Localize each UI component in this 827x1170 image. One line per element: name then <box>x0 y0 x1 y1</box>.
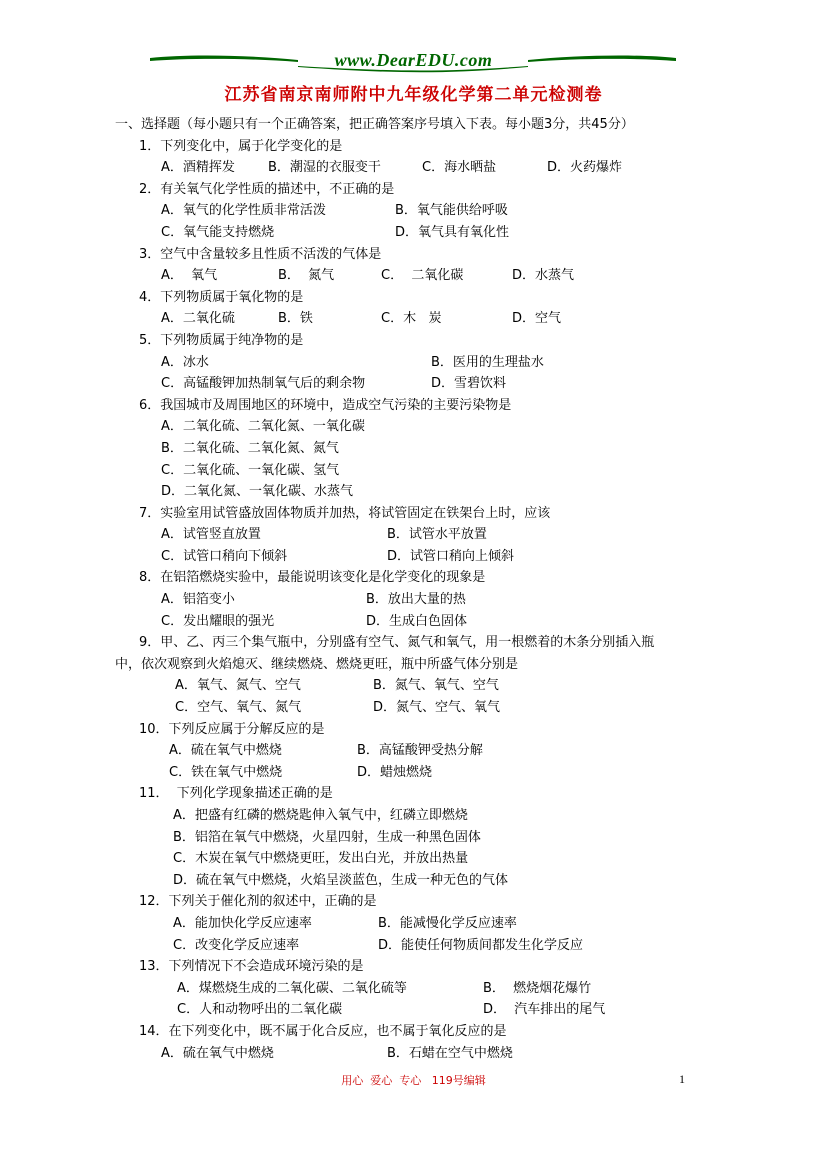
question-stem: 6．我国城市及周围地区的环境中，造成空气污染的主要污染物是 <box>139 397 512 413</box>
site-url[interactable]: www.DearEDU.com <box>334 50 493 70</box>
option-row <box>115 675 715 697</box>
option: A．氧气的化学性质非常活泼 <box>161 203 326 219</box>
question-stem: 2．有关氧气化学性质的描述中，不正确的是 <box>139 181 395 197</box>
option: D．硫在氧气中燃烧，火焰呈淡蓝色，生成一种无色的气体 <box>173 872 509 888</box>
question-stem: 3．空气中含量较多且性质不活泼的气体是 <box>139 246 382 262</box>
question-stem: 1．下列变化中，属于化学变化的是 <box>139 138 343 154</box>
option: A．硫在氧气中燃烧 <box>161 1045 274 1061</box>
option-row <box>115 999 715 1021</box>
option: D．水蒸气 <box>512 268 575 284</box>
option: A．二氧化硫 <box>161 311 235 327</box>
option: C． 二氧化碳 <box>381 268 464 284</box>
page-title: 江苏省南京南师附中九年级化学第二单元检测卷 <box>224 85 603 105</box>
option-row <box>115 222 715 244</box>
option: A．煤燃烧生成的二氧化碳、二氧化硫等 <box>177 980 407 996</box>
option: B．二氧化硫、二氧化氮、氮气 <box>161 440 339 456</box>
option: C．二氧化硫、一氧化碳、氢气 <box>161 462 340 478</box>
option-row <box>115 524 715 546</box>
option: C．空气、氧气、氮气 <box>175 700 302 716</box>
option: D．蜡烛燃烧 <box>357 764 433 780</box>
option: B．放出大量的热 <box>366 592 466 608</box>
option: B．氧气能供给呼吸 <box>395 203 508 219</box>
option: A．试管竖直放置 <box>161 527 261 543</box>
option: B．铝箔在氧气中燃烧，火星四射，生成一种黑色固体 <box>173 829 481 845</box>
option: D．火药爆炸 <box>547 160 623 176</box>
option: D．空气 <box>512 311 562 327</box>
question-stem: 9．甲、乙、丙三个集气瓶中，分别盛有空气、氮气和氧气，用一根燃着的木条分别插入瓶 <box>139 635 655 651</box>
option-row <box>115 546 715 568</box>
option-row <box>115 589 715 611</box>
option: D．氧气具有氧化性 <box>395 224 510 240</box>
option: A．能加快化学反应速率 <box>173 915 312 931</box>
question-stem: 10．下列反应属于分解反应的是 <box>139 721 325 737</box>
option-row <box>115 611 715 633</box>
option: C．铁在氧气中燃烧 <box>169 764 283 780</box>
option: C．发出耀眼的强光 <box>161 613 275 629</box>
option-row <box>115 762 715 784</box>
option-row <box>115 352 715 374</box>
option: C．海水晒盐 <box>422 160 497 176</box>
option-row <box>115 1043 715 1065</box>
option: D．能使任何物质间都发生化学反应 <box>378 937 584 953</box>
option-row <box>115 697 715 719</box>
option: B．试管水平放置 <box>387 527 487 543</box>
question-stem: 14．在下列变化中，既不属于化合反应，也不属于氧化反应的是 <box>139 1023 507 1039</box>
option: B．潮湿的衣服变干 <box>268 160 381 176</box>
question-stem: 8．在铝箔燃烧实验中，最能说明该变化是化学变化的现象是 <box>139 570 486 586</box>
option-row <box>115 913 715 935</box>
question-stem: 7．实验室用试管盛放固体物质并加热，将试管固定在铁架台上时，应该 <box>139 505 551 521</box>
option: A．氧气、氮气、空气 <box>175 678 301 694</box>
option: A．把盛有红磷的燃烧匙伸入氧气中，红磷立即燃烧 <box>173 808 468 823</box>
option: B． 氮气 <box>278 268 335 284</box>
option: A．铝箔变小 <box>161 592 235 608</box>
option: C．人和动物呼出的二氧化碳 <box>177 1002 343 1018</box>
question-stem-continued: 中，依次观察到火焰熄灭、继续燃烧、燃烧更旺，瓶中所盛气体分别是 <box>115 656 519 672</box>
option: A．冰水 <box>161 354 209 370</box>
option: C．氧气能支持燃烧 <box>161 224 275 240</box>
option: D．雪碧饮料 <box>431 376 507 392</box>
option: A． 氧气 <box>161 268 218 284</box>
option: C．试管口稍向下倾斜 <box>161 548 288 564</box>
option-row <box>115 373 715 395</box>
option-row <box>115 200 715 222</box>
exam-content <box>115 114 715 1064</box>
option: B．能减慢化学反应速率 <box>378 915 517 931</box>
question-stem: 5．下列物质属于纯净物的是 <box>139 332 304 348</box>
option: D．生成白色固体 <box>366 613 468 629</box>
option: B．铁 <box>278 311 313 327</box>
option: D．二氧化氮、一氧化碳、水蒸气 <box>161 484 354 500</box>
option: B．医用的生理盐水 <box>431 354 544 370</box>
option: A．酒精挥发 <box>161 160 235 176</box>
question-stem: 12．下列关于催化剂的叙述中，正确的是 <box>139 894 377 910</box>
option: B．石蜡在空气中燃烧 <box>387 1045 513 1061</box>
option-row <box>115 308 715 330</box>
section-heading: 一、选择题（每小题只有一个正确答案，把正确答案序号填入下表。每小题3分，共45分） <box>115 117 634 132</box>
option: A．二氧化硫、二氧化氮、一氧化碳 <box>161 419 365 435</box>
option: B． 燃烧烟花爆竹 <box>483 980 592 996</box>
page-number: 1 <box>679 1072 685 1086</box>
option: D．试管口稍向上倾斜 <box>387 548 515 564</box>
option-row <box>115 265 715 287</box>
option-row <box>115 935 715 957</box>
option: C．木炭在氧气中燃烧更旺，发出白光，并放出热量 <box>173 851 469 867</box>
question-stem: 4．下列物质属于氧化物的是 <box>139 289 304 305</box>
option: C．木 炭 <box>381 311 442 327</box>
page-footer: 用心 爱心 专心 119号编辑 <box>341 1074 486 1087</box>
option: C．高锰酸钾加热制氧气后的剩余物 <box>161 376 366 392</box>
option-row <box>115 157 715 179</box>
option: A．硫在氧气中燃烧 <box>169 743 282 759</box>
option: C．改变化学反应速率 <box>173 937 300 953</box>
option-row <box>115 978 715 1000</box>
option-row <box>115 740 715 762</box>
question-stem: 11． 下列化学现象描述正确的是 <box>139 786 333 802</box>
option: D． 汽车排出的尾气 <box>483 1002 606 1018</box>
option: B．氮气、氧气、空气 <box>373 678 499 694</box>
option: B．高锰酸钾受热分解 <box>357 743 483 759</box>
question-stem: 13．下列情况下不会造成环境污染的是 <box>139 959 364 975</box>
option: D．氮气、空气、氧气 <box>373 700 501 716</box>
